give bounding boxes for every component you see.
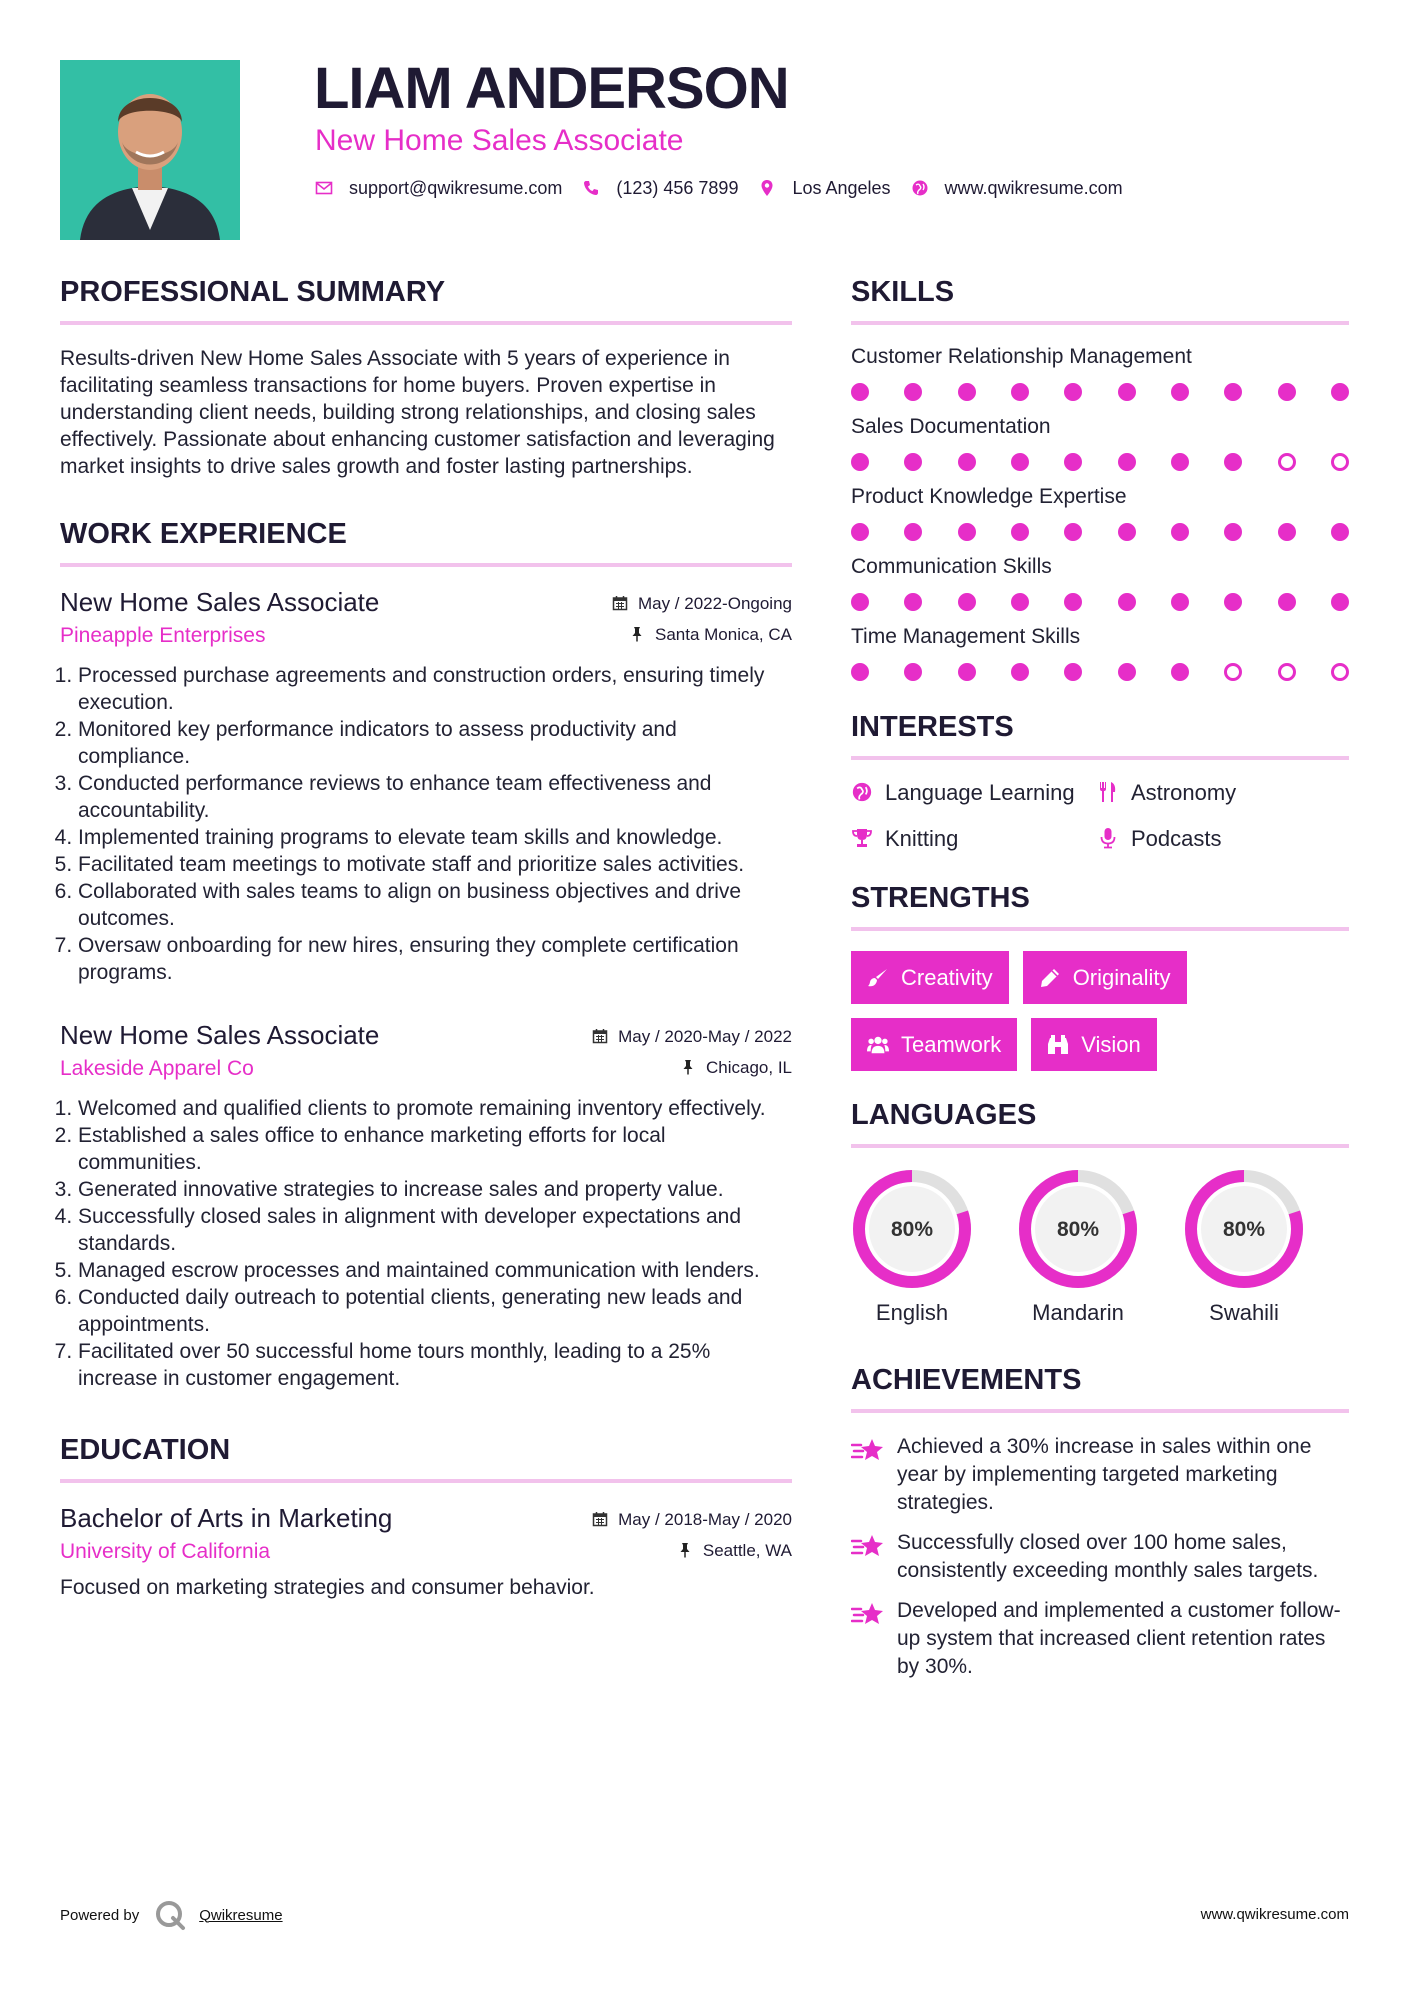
skill-rating bbox=[851, 663, 1349, 681]
strengths-heading: STRENGTHS bbox=[851, 882, 1349, 931]
rating-dot-filled bbox=[1278, 383, 1296, 401]
skill-name: Time Management Skills bbox=[851, 625, 1081, 648]
skill-row bbox=[851, 415, 1349, 471]
summary-text: Results-driven New Home Sales Associate with 5 years of experience in facilitating seamless transactions for home buyers. Proven expertise in understanding client needs, building strong relationships, and closing sales effectively. Passionate about enhancing customer satisfaction and leveraging market insights to drive sales growth and foster lasting partnerships. bbox=[60, 347, 775, 478]
rating-dot-filled bbox=[904, 593, 922, 611]
rating-dot-empty bbox=[1278, 453, 1296, 471]
interest-label: Astronomy bbox=[1131, 780, 1237, 805]
language-name: Swahili bbox=[1209, 1300, 1279, 1325]
language-name: Mandarin bbox=[1032, 1300, 1124, 1325]
rating-dot-empty bbox=[1278, 663, 1296, 681]
rating-dot-filled bbox=[1064, 663, 1082, 681]
rating-dot-filled bbox=[1278, 593, 1296, 611]
language-item bbox=[1017, 1168, 1139, 1326]
rating-dot-filled bbox=[1278, 523, 1296, 541]
job-date-text: May / 2020-May / 2022 bbox=[618, 1027, 792, 1046]
skill-rating bbox=[851, 453, 1349, 471]
footer-website[interactable]: www.qwikresume.com bbox=[1200, 1906, 1349, 1923]
strength-label: Vision bbox=[1081, 1031, 1141, 1057]
rating-dot-filled bbox=[958, 663, 976, 681]
list-item: 5. Facilitated team meetings to motivate staff and prioritize sales activities. bbox=[78, 851, 792, 878]
trophy-icon bbox=[851, 827, 875, 851]
rating-dot-filled bbox=[1171, 663, 1189, 681]
pencil-icon bbox=[1039, 967, 1061, 989]
footer-powered-by bbox=[60, 1898, 283, 1932]
education-date bbox=[592, 1510, 792, 1530]
globe-icon bbox=[851, 781, 875, 805]
strength-label: Creativity bbox=[901, 964, 993, 990]
binoculars-icon bbox=[1047, 1034, 1069, 1056]
rating-dot-filled bbox=[1064, 523, 1082, 541]
rating-dot-empty bbox=[1224, 663, 1242, 681]
education-heading: EDUCATION bbox=[60, 1434, 792, 1483]
shooting-star-icon bbox=[851, 1599, 885, 1629]
job-date bbox=[612, 594, 792, 614]
rating-dot-filled bbox=[1171, 523, 1189, 541]
rating-dot-filled bbox=[851, 383, 869, 401]
list-item: 7. Oversaw onboarding for new hires, ensuring they complete certification programs. bbox=[78, 932, 792, 986]
strength-tag bbox=[851, 1018, 1017, 1071]
rating-dot-filled bbox=[1118, 593, 1136, 611]
list-item: 4. Implemented training programs to elevate team skills and knowledge. bbox=[78, 824, 792, 851]
job-title: New Home Sales Associate bbox=[60, 1020, 380, 1050]
language-ring bbox=[1183, 1168, 1305, 1290]
rating-dot-filled bbox=[904, 523, 922, 541]
calendar-icon bbox=[592, 1028, 610, 1046]
job-title: New Home Sales Associate bbox=[60, 587, 380, 617]
interest-item bbox=[1097, 826, 1347, 852]
rating-dot-filled bbox=[958, 453, 976, 471]
rating-dot-filled bbox=[851, 523, 869, 541]
job-entry bbox=[60, 587, 792, 986]
utensils-icon bbox=[1097, 781, 1121, 805]
rating-dot-filled bbox=[1011, 383, 1029, 401]
rating-dot-filled bbox=[958, 383, 976, 401]
skill-rating bbox=[851, 383, 1349, 401]
rating-dot-filled bbox=[1011, 453, 1029, 471]
language-percent: 80% bbox=[1222, 1218, 1266, 1241]
job-entry bbox=[60, 1020, 792, 1392]
calendar-icon bbox=[612, 595, 630, 613]
users-icon bbox=[867, 1034, 889, 1056]
powered-by-label: Powered by bbox=[60, 1906, 140, 1924]
pushpin-icon bbox=[680, 1059, 698, 1077]
interest-item bbox=[1097, 780, 1347, 806]
profile-photo bbox=[60, 60, 240, 240]
rating-dot-filled bbox=[1331, 523, 1349, 541]
contact-website[interactable]: www.qwikresume.com bbox=[944, 178, 1123, 198]
achievements-list bbox=[851, 1433, 1349, 1681]
rating-dot-filled bbox=[1118, 663, 1136, 681]
rating-dot-filled bbox=[958, 523, 976, 541]
job-company: Lakeside Apparel Co bbox=[60, 1057, 254, 1080]
skill-row bbox=[851, 485, 1349, 541]
achievement-text: Achieved a 30% increase in sales within one year by implementing targeted marketing strategies. bbox=[897, 1435, 1312, 1514]
skill-row bbox=[851, 625, 1349, 681]
skill-name: Customer Relationship Management bbox=[851, 345, 1192, 368]
strength-label: Originality bbox=[1072, 964, 1171, 990]
strength-tag bbox=[851, 951, 1009, 1004]
list-item: 7. Facilitated over 50 successful home tours monthly, leading to a 25% increase in customer engagement. bbox=[78, 1338, 792, 1392]
skills-list bbox=[851, 345, 1349, 681]
languages-list bbox=[851, 1168, 1349, 1326]
rating-dot-filled bbox=[851, 453, 869, 471]
language-item bbox=[1183, 1168, 1305, 1326]
school-name: University of California bbox=[60, 1540, 271, 1563]
rating-dot-empty bbox=[1331, 453, 1349, 471]
interest-label: Podcasts bbox=[1131, 826, 1222, 851]
rating-dot-filled bbox=[1011, 523, 1029, 541]
list-item: 2. Established a sales office to enhance marketing efforts for local communities. bbox=[78, 1122, 792, 1176]
list-item: 6. Conducted daily outreach to potential clients, generating new leads and appointments. bbox=[78, 1284, 792, 1338]
skill-name: Sales Documentation bbox=[851, 415, 1051, 438]
rating-dot-filled bbox=[1118, 523, 1136, 541]
skill-rating bbox=[851, 593, 1349, 611]
skill-rating bbox=[851, 523, 1349, 541]
language-percent: 80% bbox=[890, 1218, 934, 1241]
education-location-text: Seattle, WA bbox=[702, 1541, 792, 1560]
rating-dot-filled bbox=[904, 453, 922, 471]
language-percent: 80% bbox=[1056, 1218, 1100, 1241]
qwikresume-logo-icon bbox=[153, 1898, 187, 1932]
language-item bbox=[851, 1168, 973, 1326]
interest-item bbox=[851, 780, 1097, 806]
rating-dot-filled bbox=[904, 663, 922, 681]
envelope-icon bbox=[315, 179, 335, 199]
job-location-text: Santa Monica, CA bbox=[654, 625, 792, 644]
interests-list bbox=[851, 780, 1349, 852]
achievement-item bbox=[851, 1597, 1349, 1681]
job-bullets bbox=[60, 1095, 792, 1392]
rating-dot-filled bbox=[1331, 383, 1349, 401]
experience-heading: WORK EXPERIENCE bbox=[60, 518, 792, 567]
rating-dot-filled bbox=[851, 663, 869, 681]
left-column bbox=[60, 276, 792, 1635]
rating-dot-filled bbox=[1064, 593, 1082, 611]
interests-heading: INTERESTS bbox=[851, 711, 1349, 760]
rating-dot-empty bbox=[1331, 663, 1349, 681]
strength-tag bbox=[1031, 1018, 1157, 1071]
rating-dot-filled bbox=[1224, 593, 1242, 611]
interest-label: Language Learning bbox=[885, 780, 1075, 805]
job-location-text: Chicago, IL bbox=[706, 1058, 792, 1077]
achievements-heading: ACHIEVEMENTS bbox=[851, 1364, 1349, 1413]
rating-dot-filled bbox=[1171, 383, 1189, 401]
microphone-icon bbox=[1097, 827, 1121, 851]
pushpin-icon bbox=[629, 626, 647, 644]
list-item: 4. Successfully closed sales in alignment with developer expectations and standards. bbox=[78, 1203, 792, 1257]
education-entry bbox=[60, 1503, 792, 1601]
list-item: 3. Generated innovative strategies to increase sales and property value. bbox=[78, 1176, 792, 1203]
shooting-star-icon bbox=[851, 1531, 885, 1561]
job-bullets bbox=[60, 662, 792, 986]
education-date-text: May / 2018-May / 2020 bbox=[618, 1510, 792, 1529]
skill-name: Communication Skills bbox=[851, 555, 1052, 578]
rating-dot-filled bbox=[1011, 663, 1029, 681]
job-date bbox=[592, 1027, 792, 1047]
shooting-star-icon bbox=[851, 1435, 885, 1465]
achievement-item bbox=[851, 1433, 1349, 1517]
rating-dot-filled bbox=[851, 593, 869, 611]
contact-location: Los Angeles bbox=[792, 178, 891, 198]
achievement-item bbox=[851, 1529, 1349, 1585]
rating-dot-filled bbox=[1171, 593, 1189, 611]
contact-bar bbox=[315, 178, 1143, 199]
right-column bbox=[851, 276, 1349, 1693]
candidate-title: New Home Sales Associate bbox=[315, 124, 684, 157]
education-description: Focused on marketing strategies and consumer behavior. bbox=[60, 1576, 595, 1599]
achievement-text: Developed and implemented a customer follow-up system that increased client retention rates by 30%. bbox=[897, 1599, 1341, 1678]
skill-name: Product Knowledge Expertise bbox=[851, 485, 1127, 508]
list-item: 1. Processed purchase agreements and construction orders, ensuring timely execution. bbox=[78, 662, 792, 716]
rating-dot-filled bbox=[1064, 453, 1082, 471]
calendar-icon bbox=[592, 1511, 610, 1529]
strength-tag bbox=[1023, 951, 1187, 1004]
skill-row bbox=[851, 555, 1349, 611]
rating-dot-filled bbox=[1331, 593, 1349, 611]
strength-label: Teamwork bbox=[901, 1031, 1002, 1057]
skill-row bbox=[851, 345, 1349, 401]
rating-dot-filled bbox=[1224, 453, 1242, 471]
interest-label: Knitting bbox=[885, 826, 959, 851]
rating-dot-filled bbox=[1064, 383, 1082, 401]
candidate-name: LIAM ANDERSON bbox=[314, 56, 789, 121]
list-item: 1. Welcomed and qualified clients to promote remaining inventory effectively. bbox=[78, 1095, 792, 1122]
contact-email[interactable]: support@qwikresume.com bbox=[349, 178, 563, 198]
strengths-list bbox=[851, 951, 1349, 1071]
language-ring bbox=[1017, 1168, 1139, 1290]
language-name: English bbox=[875, 1300, 949, 1325]
pushpin-icon bbox=[677, 1542, 695, 1560]
rating-dot-filled bbox=[904, 383, 922, 401]
rating-dot-filled bbox=[1224, 383, 1242, 401]
rating-dot-filled bbox=[1118, 453, 1136, 471]
rating-dot-filled bbox=[1171, 453, 1189, 471]
phone-icon bbox=[582, 179, 602, 199]
paintbrush-icon bbox=[867, 967, 889, 989]
job-date-text: May / 2022-Ongoing bbox=[637, 594, 792, 613]
rating-dot-filled bbox=[958, 593, 976, 611]
rating-dot-filled bbox=[1224, 523, 1242, 541]
list-item: 3. Conducted performance reviews to enhance team effectiveness and accountability. bbox=[78, 770, 792, 824]
interest-item bbox=[851, 826, 1097, 852]
list-item: 6. Collaborated with sales teams to align on business objectives and drive outcomes. bbox=[78, 878, 792, 932]
map-marker-icon bbox=[758, 179, 778, 199]
contact-phone[interactable]: (123) 456 7899 bbox=[616, 178, 739, 198]
summary-heading: PROFESSIONAL SUMMARY bbox=[60, 276, 792, 325]
job-location bbox=[680, 1058, 792, 1078]
job-company: Pineapple Enterprises bbox=[60, 624, 266, 647]
degree-title: Bachelor of Arts in Marketing bbox=[60, 1503, 393, 1533]
education-location bbox=[677, 1541, 792, 1561]
globe-icon bbox=[911, 179, 931, 199]
languages-heading: LANGUAGES bbox=[851, 1099, 1349, 1148]
list-item: 2. Monitored key performance indicators to assess productivity and compliance. bbox=[78, 716, 792, 770]
rating-dot-filled bbox=[1011, 593, 1029, 611]
achievement-text: Successfully closed over 100 home sales, consistently exceeding monthly sales targets. bbox=[897, 1531, 1319, 1582]
language-ring bbox=[851, 1168, 973, 1290]
job-location bbox=[629, 625, 792, 645]
rating-dot-filled bbox=[1118, 383, 1136, 401]
list-item: 5. Managed escrow processes and maintained communication with lenders. bbox=[78, 1257, 792, 1284]
skills-heading: SKILLS bbox=[851, 276, 1349, 325]
brand-link[interactable]: Qwikresume bbox=[199, 1906, 283, 1924]
